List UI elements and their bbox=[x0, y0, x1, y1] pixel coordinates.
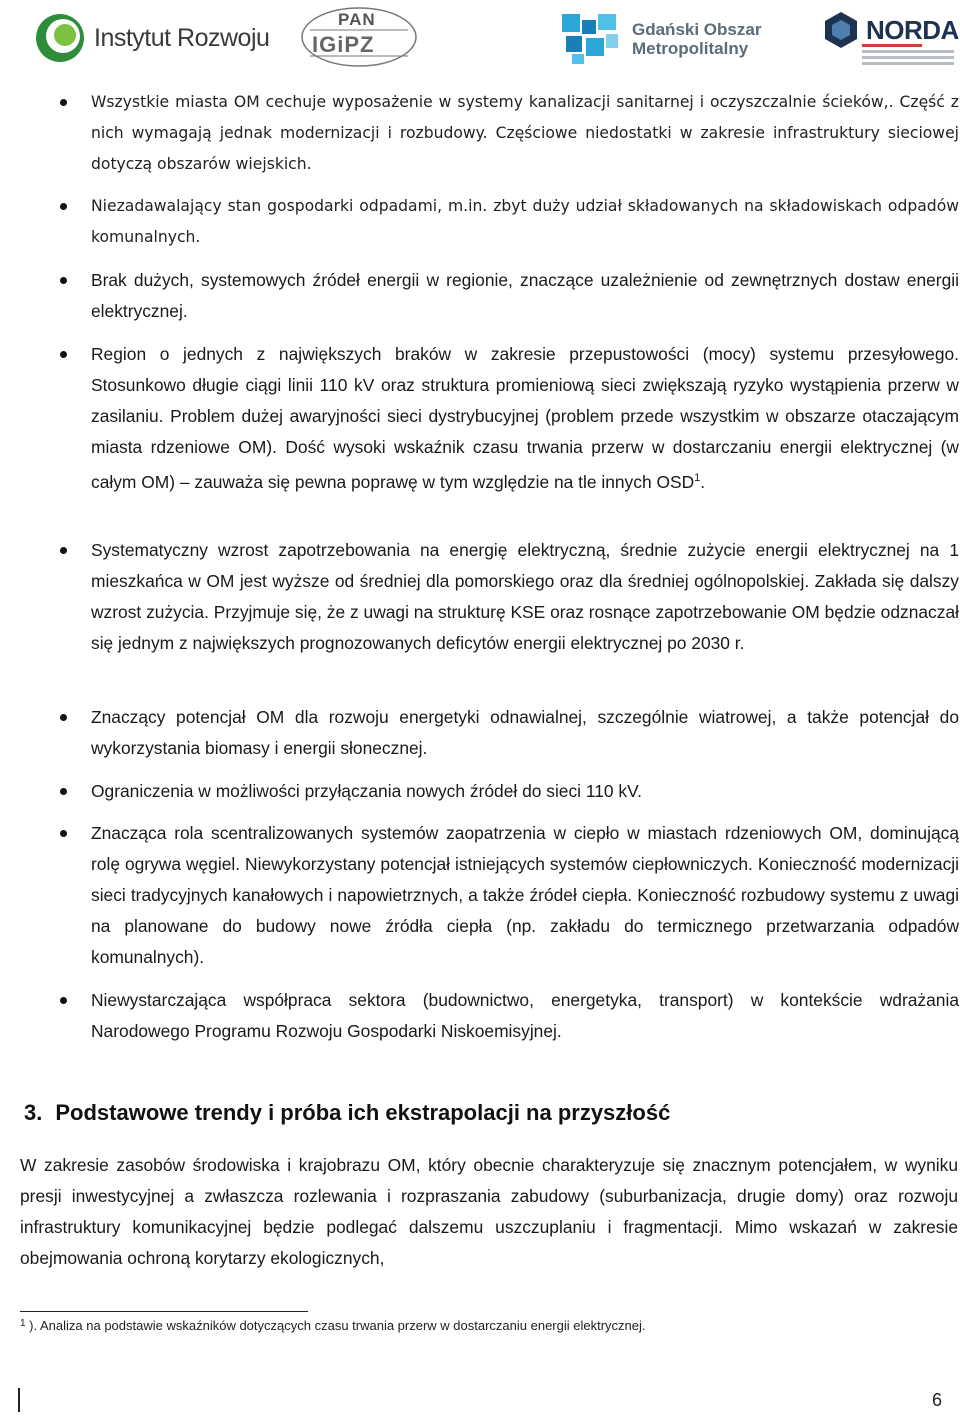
instytut-rozwoju-emblem-icon bbox=[34, 12, 86, 64]
list-item: Niezadawalający stan gospodarki odpadami, m.in. zbyt duży udział składowanych na składowiskach odpadów komunalnych. bbox=[91, 191, 959, 253]
norda-text: NORDA bbox=[866, 14, 959, 45]
gdansk-line-1: Gdański Obszar bbox=[632, 20, 762, 39]
instytut-rozwoju-logo bbox=[34, 12, 269, 64]
gdansk-metropolitan-logo bbox=[558, 10, 761, 68]
gdansk-puzzle-icon bbox=[558, 10, 622, 68]
footnote-separator bbox=[20, 1311, 308, 1312]
bullet-icon bbox=[60, 788, 67, 795]
list-item: Region o jednych z największych braków w zakresie przepustowości (mocy) systemu przesyłowego. Stosunkowo długie ciągi linii 110 kV oraz struktura promieniową sieci zwiększają ryzyko wystąpienia przerw w zasilaniu. Problem dużej awaryjności sieci dystrybucyjnej (problem przede wszystkim w obszarze otaczającym miasta rdzeniowe OM). Dość wysoki wskaźnik czasu trwania przerw w dostarczaniu energii elektrycznej (w całym OM) – zauważa się pewna poprawę w tym względzie na tle innych OSD$^1$. bbox=[91, 339, 959, 498]
list-item: Znaczący potencjał OM dla rozwoju energetyki odnawialnej, szczególnie wiatrowej, a także potencjał do wykorzystania biomasy i energii słonecznej. bbox=[91, 702, 959, 764]
norda-hexagon-icon bbox=[822, 10, 860, 50]
section-title: Podstawowe trendy i próba ich ekstrapolacji na przyszłość bbox=[55, 1100, 671, 1125]
text-cursor-mark bbox=[18, 1388, 20, 1412]
bullet-icon bbox=[60, 277, 67, 284]
list-item: Znacząca rola scentralizowanych systemów zaopatrzenia w ciepło w miastach rdzeniowych OM, dominującą rolę ogrywa węgiel. Niewykorzystany potencjał istniejących systemów ciepłowniczych. Konieczność modernizacji sieci tradycyjnych kanałowych i napowietrznych, a także źródeł ciepła. Konieczność rozbudowy systemu z uwagi na planowane do budowy nowe źródła ciepła (np. zakładu do termicznego przetwarzania odpadów komunalnych). bbox=[91, 818, 959, 973]
bullet-icon bbox=[60, 830, 67, 837]
list-item: Ograniczenia w możliwości przyłączania nowych źródeł do sieci 110 kV. bbox=[91, 776, 959, 807]
norda-subtext-lines bbox=[862, 44, 954, 68]
gdansk-line-2: Metropolitalny bbox=[632, 39, 749, 58]
bullet-icon bbox=[60, 203, 67, 210]
bullet-icon bbox=[60, 714, 67, 721]
bullet-icon bbox=[60, 99, 67, 106]
footnote-ref: 1 bbox=[694, 472, 701, 484]
footnote-text: ). Analiza na podstawie wskaźników dotyczących czasu trwania przerw w dostarczaniu energii elektrycznej. bbox=[25, 1318, 646, 1333]
pan-text: PAN bbox=[338, 10, 376, 29]
igipz-text: IGiPZ bbox=[312, 32, 375, 57]
bullet-icon bbox=[60, 547, 67, 554]
bullet-icon bbox=[60, 351, 67, 358]
list-item: Niewystarczająca współpraca sektora (budownictwo, energetyka, transport) w kontekście wdrażania Narodowego Programu Rozwoju Gospodarki Niskoemisyjnej. bbox=[91, 985, 959, 1047]
list-item: Brak dużych, systemowych źródeł energii w regionie, znaczące uzależnienie od zewnętrznych dostaw energii elektrycznej. bbox=[91, 265, 959, 327]
footnote bbox=[20, 1318, 646, 1333]
page-header bbox=[0, 0, 960, 80]
section-number: 3. bbox=[24, 1100, 43, 1125]
footnote-marker: 1 bbox=[20, 1318, 26, 1329]
section-heading bbox=[24, 1100, 670, 1126]
list-item: Wszystkie miasta OM cechuje wyposażenie w systemy kanalizacji sanitarnej i oczyszczalnie ścieków,. Część z nich wymagają jednak modernizacji i rozbudowy. Częściowe niedostatki w zakresie infrastruktury sieciowej dotyczą obszarów wiejskich. bbox=[91, 87, 959, 180]
bullet-icon bbox=[60, 997, 67, 1004]
norda-logo bbox=[822, 10, 959, 50]
page-number: 6 bbox=[931, 1390, 942, 1410]
instytut-rozwoju-text: Instytut Rozwoju bbox=[94, 23, 270, 52]
section-paragraph: W zakresie zasobów środowiska i krajobrazu OM, który obecnie charakteryzuje się znacznym potencjałem, w wyniku presji inwestycyjnej a zwłaszcza rozlewania i rozpraszania zabudowy (suburbanizacja, drugie domy) oraz rozwoju infrastruktury komunikacyjnej będzie podlegać dalszemu uszczuplaniu i fragmentacji. Mimo wskazań w zakresie obejmowania ochroną korytarzy ekologicznych, bbox=[20, 1155, 958, 1268]
pan-igipz-logo bbox=[300, 6, 418, 68]
list-item: Systematyczny wzrost zapotrzebowania na energię elektryczną, średnie zużycie energii elektrycznej na 1 mieszkańca w OM jest wyższe od średniej dla pomorskiego oraz dla średniej ogólnopolskiej. Zakłada się dalszy wzrost zużycia. Przyjmuje się, że z uwagi na strukturę KSE oraz rosnące zapotrzebowanie OM będzie odznaczał się jednym z największych prognozowanych deficytów energii elektrycznej po 2030 r. bbox=[91, 535, 959, 659]
